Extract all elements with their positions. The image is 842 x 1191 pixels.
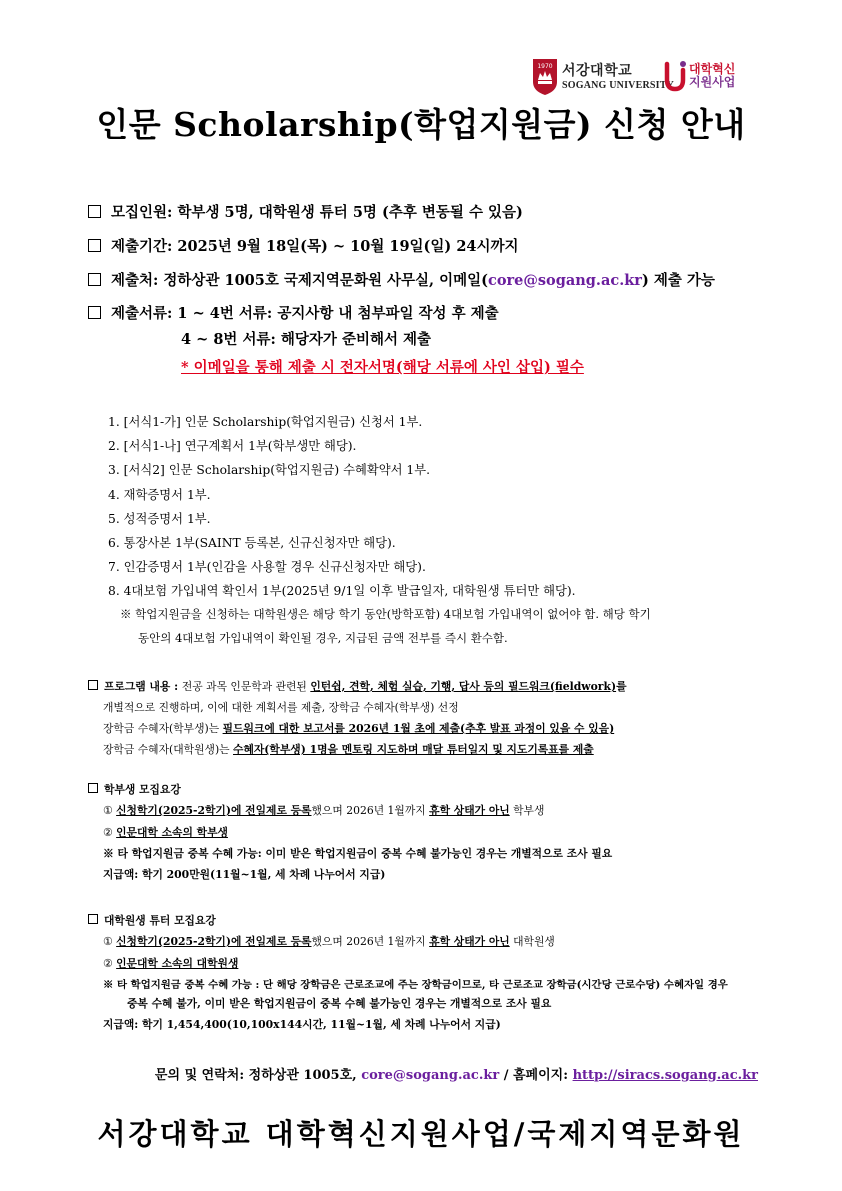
sogang-logo xyxy=(532,58,674,96)
checkbox-square-icon xyxy=(88,205,101,218)
contact-line: 문의 및 연락처: 정하상관 1005호, core@sogang.ac.kr / 홈페이지: http://siracs.sogang.ac.kr xyxy=(154,1068,758,1083)
doc-list xyxy=(108,412,576,606)
innovation-line2: 지원사업 xyxy=(689,75,736,89)
checkbox-square-icon xyxy=(88,783,98,793)
section-place: 제출처: 정하상관 1005호 국제지역문화원 사무실, 이메일(core@sogang.ac.kr) 제출 가능 xyxy=(88,269,715,290)
footer-organization: 서강대학교 대학혁신지원사업/국제지역문화원 xyxy=(97,1117,745,1151)
grad-pay: 지급액: 학기 1,454,400(10,100x144시간, 11월~1월, 세 차례 나누어서 지급) xyxy=(103,1018,501,1031)
grad-heading: 대학원생 튜터 모집요강 xyxy=(88,913,216,928)
checkbox-square-icon xyxy=(88,680,98,690)
program-line4: 장학금 수혜자(대학원생)는 수혜자(학부생) 1명을 멘토링 지도하며 매달 튜터일지 및 지도기록표를 제출 xyxy=(103,743,594,756)
checkbox-square-icon xyxy=(88,239,101,252)
grad-item2: ② 인문대학 소속의 대학원생 xyxy=(103,957,239,970)
undergrad-note: ※ 타 학업지원금 중복 수혜 가능: 이미 받은 학업지원금이 중복 수혜 불가능인 경우는 개별적으로 조사 필요 xyxy=(103,847,613,860)
sogang-name-en: SOGANG UNIVERSITY xyxy=(562,79,675,91)
place-email-link[interactable]: core@sogang.ac.kr xyxy=(488,272,642,289)
list-item: 1. [서식1-가] 인문 Scholarship(학업지원금) 신청서 1부. xyxy=(108,415,423,429)
docs-line2: 4 ~ 8번 서류: 해당자가 준비해서 제출 xyxy=(181,331,432,348)
list-item: 5. 성적증명서 1부. xyxy=(108,511,211,526)
sogang-name-kr: 서강대학교 xyxy=(562,62,633,79)
svg-text:1970: 1970 xyxy=(537,63,553,70)
list-item: 2. [서식1-나] 연구계획서 1부(학부생만 해당). xyxy=(108,439,357,454)
page-title: 인문 Scholarship(학업지원금) 신청 안내 xyxy=(96,105,746,144)
homepage-link[interactable]: http://siracs.sogang.ac.kr xyxy=(572,1068,758,1083)
innovation-line1: 대학혁신 xyxy=(689,62,736,77)
doc-note-line1: ※ 학업지원금을 신청하는 대학원생은 해당 학기 동안(방학포함) 4대보험 가입내역이 없어야 함. 해당 학기 xyxy=(120,607,651,621)
doc-note-line2: 동안의 4대보험 가입내역이 확인될 경우, 지급된 금액 전부를 즉시 환수함. xyxy=(138,631,508,645)
program-line1: 프로그램 내용 : 전공 과목 인문학과 관련된 인턴쉽, 견학, 체험 실습, 기행, 답사 등의 필드워크(fieldwork)를 xyxy=(88,679,627,694)
innovation-logo xyxy=(664,60,735,92)
list-item: 4. 재학증명서 1부. xyxy=(108,487,211,502)
undergrad-heading: 학부생 모집요강 xyxy=(88,782,181,797)
innovation-u-icon xyxy=(664,60,686,92)
checkbox-square-icon xyxy=(88,306,101,319)
grad-note-line2: 중복 수혜 불가, 이미 받은 학업지원금이 중복 수혜 불가능인 경우는 개별적으로 조사 필요 xyxy=(127,997,552,1010)
checkbox-square-icon xyxy=(88,273,101,286)
sogang-crest-icon xyxy=(532,58,558,96)
docs-warning: * 이메일을 통해 제출 시 전자서명(해당 서류에 사인 삽입) 필수 xyxy=(181,359,584,376)
checkbox-square-icon xyxy=(88,914,98,924)
section-docs: 제출서류: 1 ~ 4번 서류: 공지사항 내 첨부파일 작성 후 제출 xyxy=(88,302,499,323)
list-item: 6. 통장사본 1부(SAINT 등록본, 신규신청자만 해당). xyxy=(108,535,396,550)
header-logos xyxy=(532,56,762,100)
list-item: 8. 4대보험 가입내역 확인서 1부(2025년 9/1일 이후 발급일자, 대학원생 튜터만 해당). xyxy=(108,584,576,599)
section-period: 제출기간: 2025년 9월 18일(목) ~ 10월 19일(일) 24시까지 xyxy=(88,235,519,256)
undergrad-item1: ① 신청학기(2025-2학기)에 전일제로 등록했으며 2026년 1월까지 휴학 상태가 아닌 학부생 xyxy=(103,804,545,817)
program-line2: 개별적으로 진행하며, 이에 대한 계획서를 제출, 장학금 수혜자(학부생) 선정 xyxy=(103,701,459,714)
contact-email-link[interactable]: core@sogang.ac.kr xyxy=(361,1068,500,1083)
list-item: 7. 인감증명서 1부(인감을 사용할 경우 신규신청자만 해당). xyxy=(108,560,426,575)
grad-note-line1: ※ 타 학업지원금 중복 수혜 가능 : 단 해당 장학금은 근로조교에 주는 장학금이므로, 타 근로조교 장학금(시간당 근로수당) 수혜자일 경우 xyxy=(103,979,728,991)
undergrad-pay: 지급액: 학기 200만원(11월~1월, 세 차례 나누어서 지급) xyxy=(103,868,386,881)
grad-item1: ① 신청학기(2025-2학기)에 전일제로 등록했으며 2026년 1월까지 휴학 상태가 아닌 대학원생 xyxy=(103,935,555,948)
program-line3: 장학금 수혜자(학부생)는 필드워크에 대한 보고서를 2026년 1월 초에 제출(추후 발표 과정이 있을 수 있음) xyxy=(103,722,615,735)
undergrad-item2: ② 인문대학 소속의 학부생 xyxy=(103,826,228,839)
list-item: 3. [서식2] 인문 Scholarship(학업지원금) 수혜확약서 1부. xyxy=(108,463,431,478)
section-recruit: 모집인원: 학부생 5명, 대학원생 튜터 5명 (추후 변동될 수 있음) xyxy=(88,201,523,222)
